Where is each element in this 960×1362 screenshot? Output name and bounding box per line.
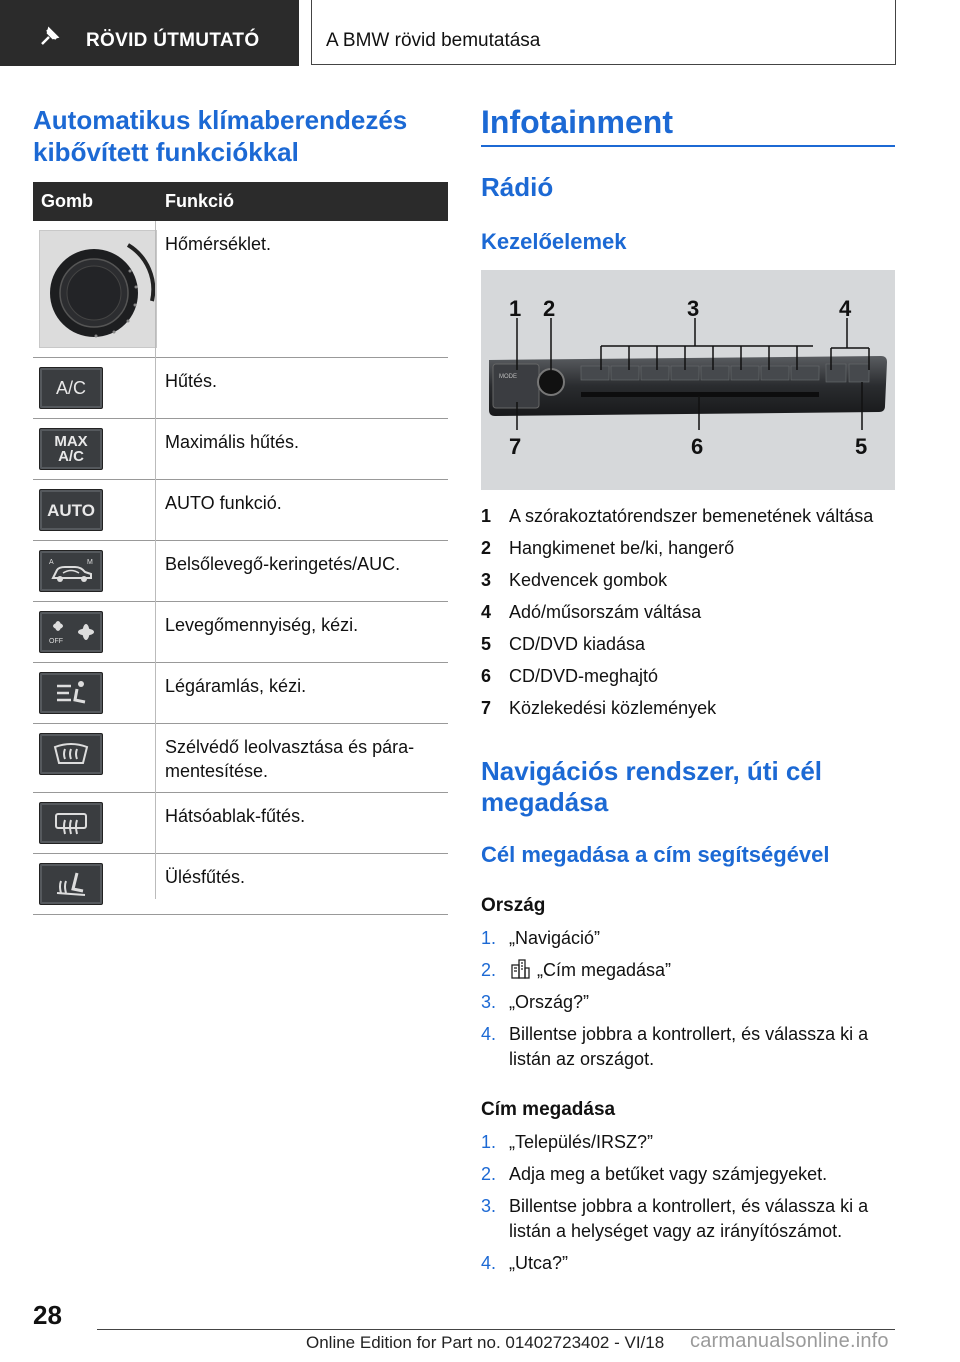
table-row bbox=[33, 221, 448, 358]
callout-3: 3 bbox=[687, 296, 700, 321]
windshield-defrost-icon bbox=[49, 739, 93, 769]
fan-icon bbox=[44, 617, 98, 647]
svg-text:OFF: OFF bbox=[49, 638, 63, 645]
row-function: Belsőlevegő-keringetés/AUC. bbox=[157, 541, 448, 602]
temperature-knob-icon bbox=[39, 230, 157, 348]
table-row bbox=[33, 663, 448, 724]
section-label: A BMW rövid bemutatása bbox=[326, 30, 541, 51]
country-steps bbox=[481, 926, 895, 1079]
max-ac-button[interactable]: MAX A/C bbox=[39, 428, 103, 470]
windshield-defrost-button[interactable] bbox=[39, 733, 103, 775]
row-function: Hátsóablak-fűtés. bbox=[157, 793, 448, 854]
list-item: 2 Hangkimenet be/ki, hangerő bbox=[481, 538, 735, 558]
callout-1: 1 bbox=[509, 296, 522, 321]
recirculation-icon bbox=[45, 556, 97, 586]
row-function: AUTO funkció. bbox=[157, 480, 448, 541]
list-item: 1. „Navigáció” bbox=[481, 928, 601, 948]
table-row bbox=[33, 724, 448, 793]
navigation-title: Navigációs rendszer, úti cél megadása bbox=[481, 756, 823, 817]
row-function: Maximális hűtés. bbox=[157, 419, 448, 480]
row-function: Hűtés. bbox=[157, 358, 448, 419]
col-button-header: Gomb bbox=[33, 182, 157, 221]
seat-heating-button[interactable] bbox=[39, 863, 103, 905]
callout-6: 6 bbox=[691, 434, 704, 459]
auto-button[interactable]: AUTO bbox=[39, 489, 103, 531]
list-item: 4. „Utca?” bbox=[481, 1253, 569, 1273]
table-row bbox=[33, 358, 448, 419]
chapter-tab-label: RÖVID ÚTMUTATÓ bbox=[86, 30, 260, 51]
row-function: Hőmérséklet. bbox=[157, 221, 448, 358]
watermark: carmanualsonline.info bbox=[690, 1330, 889, 1352]
row-function: Szélvédő leolvasztása és páramentesítése. bbox=[157, 724, 448, 793]
rear-window-heat-button[interactable] bbox=[39, 802, 103, 844]
page-header bbox=[0, 0, 960, 66]
callout-5: 5 bbox=[855, 434, 868, 459]
table-column-divider bbox=[155, 221, 156, 899]
row-function: Levegőmennyiség, kézi. bbox=[157, 602, 448, 663]
svg-text:MODE: MODE bbox=[499, 374, 517, 380]
table-row bbox=[33, 541, 448, 602]
rear-window-heat-icon bbox=[49, 808, 93, 838]
col-function-header: Funkció bbox=[157, 182, 448, 221]
air-flow-icon bbox=[51, 678, 91, 708]
radio-panel-image bbox=[481, 270, 895, 490]
address-icon bbox=[509, 958, 531, 980]
infotainment-title: Infotainment bbox=[481, 104, 673, 140]
address-label: Cím megadása bbox=[481, 1099, 616, 1120]
pin-icon bbox=[40, 26, 60, 46]
list-item: 5 CD/DVD kiadása bbox=[481, 634, 646, 654]
radio-title: Rádió bbox=[481, 172, 554, 202]
chapter-tab[interactable] bbox=[0, 0, 299, 66]
list-item: 1 A szórakoztatórendszer bemenetének váltása bbox=[481, 506, 874, 526]
ac-button[interactable]: A/C bbox=[39, 367, 103, 409]
table-row bbox=[33, 419, 448, 480]
list-item: 1. „Település/IRSZ?” bbox=[481, 1132, 654, 1152]
table-row bbox=[33, 602, 448, 663]
row-function: Légáramlás, kézi. bbox=[157, 663, 448, 724]
list-item: 7 Közlekedési közlemények bbox=[481, 698, 717, 718]
section-box bbox=[311, 0, 896, 65]
page-number: 28 bbox=[33, 1300, 62, 1330]
callout-7: 7 bbox=[509, 434, 522, 459]
controls-list bbox=[481, 504, 901, 728]
table-header bbox=[33, 182, 448, 221]
svg-text:M: M bbox=[87, 559, 93, 566]
address-steps bbox=[481, 1130, 895, 1283]
callout-2: 2 bbox=[543, 296, 556, 321]
list-item: 3. „Ország?” bbox=[481, 992, 590, 1012]
controls-title: Kezelőelemek bbox=[481, 229, 627, 254]
callout-4: 4 bbox=[839, 296, 852, 321]
destination-title: Cél megadása a cím segítségével bbox=[481, 842, 830, 867]
list-item: 2. „Cím megadása” bbox=[481, 960, 672, 980]
list-item: 2. Adja meg a betűket vagy számjegyeket. bbox=[481, 1164, 828, 1184]
svg-text:A: A bbox=[49, 559, 54, 566]
fan-speed-button[interactable] bbox=[39, 611, 103, 653]
title-rule bbox=[481, 145, 895, 147]
seat-heating-icon bbox=[51, 869, 91, 899]
list-item: 6 CD/DVD-meghajtó bbox=[481, 666, 659, 686]
list-item: 4 Adó/műsorszám váltása bbox=[481, 602, 702, 622]
table-row bbox=[33, 480, 448, 541]
list-item: 3 Kedvencek gombok bbox=[481, 570, 668, 590]
row-function: Ülésfűtés. bbox=[157, 854, 448, 915]
climate-table bbox=[33, 182, 448, 915]
table-row bbox=[33, 854, 448, 915]
climate-title: Automatikus klímaberendezés kibővített funkciókkal bbox=[33, 105, 408, 167]
country-label: Ország bbox=[481, 895, 546, 916]
recirculation-button[interactable] bbox=[39, 550, 103, 592]
table-row bbox=[33, 793, 448, 854]
edition-text: Online Edition for Part no. 01402723402 - VI/18 bbox=[306, 1333, 665, 1352]
air-distribution-button[interactable] bbox=[39, 672, 103, 714]
list-item: 3. Billentse jobbra a kontrollert, és válassza ki a listán a helységet vagy az irányítószámot. bbox=[481, 1196, 869, 1241]
list-item: 4. Billentse jobbra a kontrollert, és válassza ki a listán az országot. bbox=[481, 1024, 869, 1069]
